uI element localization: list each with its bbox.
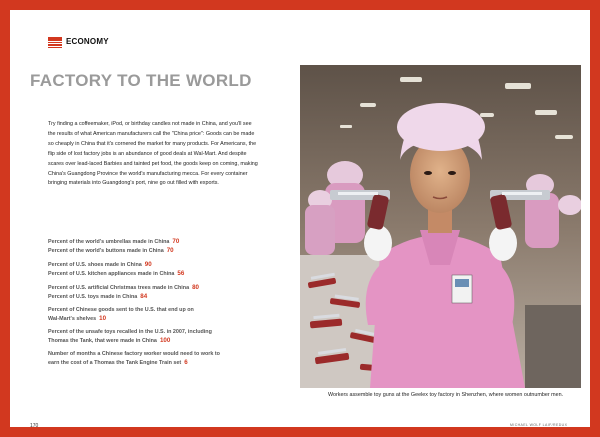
stat-line <box>48 284 268 293</box>
stat-value: 80 <box>192 284 199 291</box>
stat-line <box>48 293 268 302</box>
magazine-page <box>10 10 590 427</box>
stat-group <box>48 329 268 345</box>
stat-text: Percent of U.S. shoes made in China <box>48 262 142 268</box>
stat-value: 56 <box>177 269 185 277</box>
stat-text: Percent of the world's umbrellas made in China <box>48 239 170 245</box>
stat-text: Percent of the world's buttons made in China <box>48 247 164 254</box>
stat-value: 6 <box>184 358 188 366</box>
stat-text: Percent of U.S. kitchen appliances made in China <box>48 270 175 277</box>
stat-value: 70 <box>166 246 174 254</box>
stat-value: 10 <box>99 314 107 322</box>
stat-line <box>48 329 268 337</box>
stat-text: Wal-Mart's shelves <box>48 315 97 322</box>
stat-group <box>48 351 268 367</box>
article-body: Try finding a coffeemaker, iPod, or birthday candles not made in China, and you'll see the results of what American manufacturers call the "China price": Goods can be made so cheaply in China that it's cornered the market for many products. For Americans, the flip side of lost factory jobs is an abundance of good deals at Wal-Mart. And despite scares over lead-laced Barbies and tainted pet food, the goods keep on coming, making China's Guangdong Province the world's manufacturing mecca. For every container bringing materials into Guangdong's port, nine go out filled with exports. <box>48 121 258 187</box>
photo-illustration <box>300 65 581 388</box>
stat-group <box>48 238 268 255</box>
stat-text: Percent of the unsafe toys recalled in the U.S. in 2007, including <box>48 329 212 335</box>
stat-text: Thomas the Tank, that were made in China <box>48 337 157 344</box>
stat-line <box>48 261 268 270</box>
stat-value: 70 <box>172 238 180 245</box>
photo-caption: Workers assemble toy guns at the Geelex toy factory in Shenzhen, where women outnumber men. <box>328 392 564 398</box>
stats-list <box>48 238 268 373</box>
stat-line <box>48 238 268 247</box>
stat-value: 90 <box>144 261 152 268</box>
page-number: 170 <box>30 423 39 429</box>
photo-credit: MICHAEL WOLF LAIF/REDUX <box>510 423 568 427</box>
stat-text: Number of months a Chinese factory worker would need to work to <box>48 351 220 357</box>
stat-value: 100 <box>159 336 171 344</box>
stat-value: 84 <box>140 292 148 300</box>
stat-line <box>48 359 268 368</box>
section-lines-icon <box>48 37 62 48</box>
stat-text: earn the cost of a Thomas the Tank Engine Train set <box>48 359 182 366</box>
stat-line <box>48 315 268 324</box>
stat-group <box>48 307 268 323</box>
section-label: ECONOMY <box>66 37 109 46</box>
stat-group <box>48 261 268 278</box>
stat-text: Percent of U.S. artificial Christmas trees made in China <box>48 285 190 291</box>
stat-line <box>48 351 268 359</box>
stat-line <box>48 270 268 279</box>
stat-line <box>48 247 268 256</box>
stat-group <box>48 284 268 301</box>
stat-line <box>48 337 268 346</box>
stat-text: Percent of Chinese goods sent to the U.S. that end up on <box>48 307 194 313</box>
article-title: FACTORY TO THE WORLD <box>30 71 252 90</box>
stat-text: Percent of U.S. toys made in China <box>48 293 138 300</box>
stat-line <box>48 307 268 315</box>
factory-photo <box>300 65 581 388</box>
